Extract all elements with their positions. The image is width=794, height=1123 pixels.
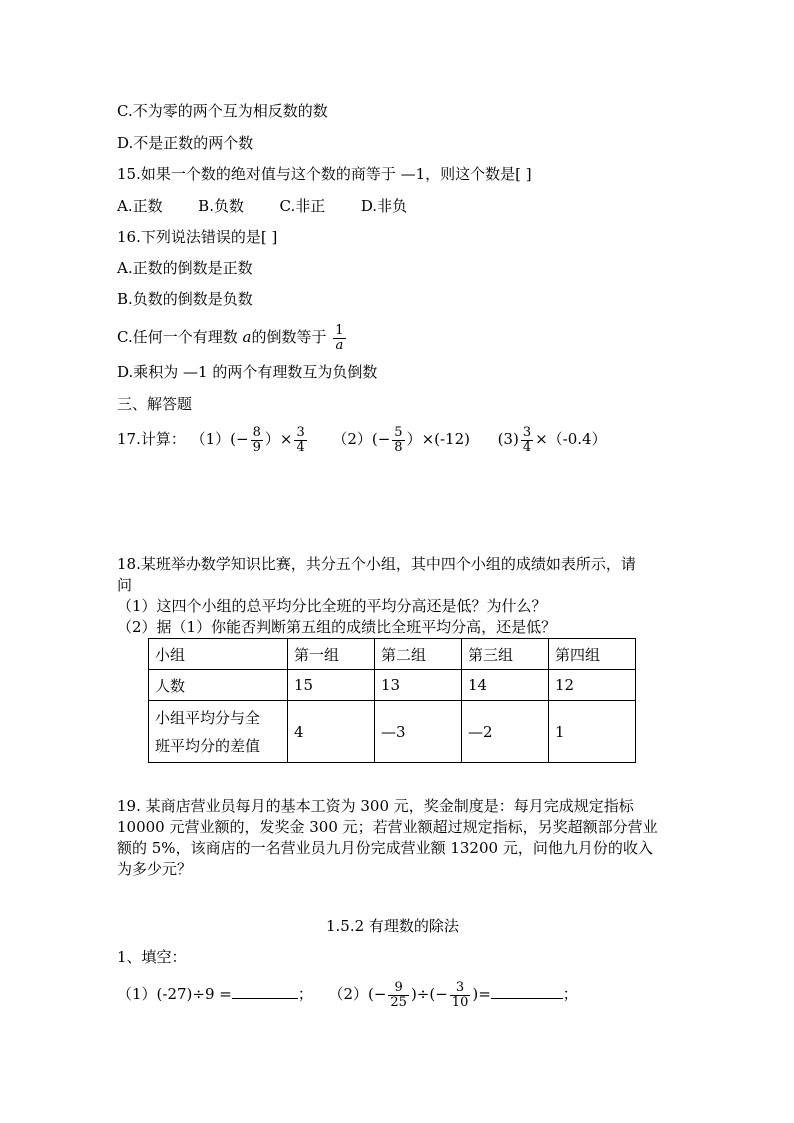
q19-line1: 19. 某商店营业员每月的基本工资为 300 元，奖金制度是：每月完成规定指标 <box>117 797 634 815</box>
table-cell: 小组 <box>149 639 288 670</box>
q15-options <box>117 196 407 216</box>
table-cell: 13 <box>375 670 462 701</box>
q19-line4: 为多少元？ <box>117 860 193 878</box>
q15-stem: 15.如果一个数的绝对值与这个数的商等于 —1，则这个数是[ ] <box>117 165 532 183</box>
q14-option-c: C.不为零的两个互为相反数的数 <box>117 102 328 120</box>
q16-fraction: $\frac{1}{a}$ <box>335 322 344 353</box>
q16-option-a: A.正数的倒数是正数 <box>117 259 253 277</box>
table-cell: 小组平均分与全 班平均分的差值 <box>149 701 288 763</box>
q16-option-d: D.乘积为 —1 的两个有理数互为负倒数 <box>117 363 378 381</box>
table-cell: 15 <box>288 670 375 701</box>
q16-option-b: B.负数的倒数是负数 <box>117 290 253 308</box>
fill-in-problems: （1）(-27)÷9 = ； （2）(− $\frac{9}{25}$ )÷(− $\frac{3}{10}$ )= ； <box>117 979 578 1010</box>
q18-sub2: （2）据（1）你能否判断第五组的成绩比全班平均分高，还是低？ <box>117 618 557 636</box>
table-cell: 第二组 <box>375 639 462 670</box>
table-cell: —2 <box>462 701 549 763</box>
table-header-row <box>149 639 636 670</box>
answer-blank-2[interactable] <box>491 984 563 999</box>
table-cell: 14 <box>462 670 549 701</box>
q15-option-d: D.非负 <box>360 197 408 215</box>
section-title-1-5-2: 1.5.2 有理数的除法 <box>326 917 459 935</box>
table-cell: 第三组 <box>462 639 549 670</box>
q15-option-b: B.负数 <box>198 197 244 215</box>
q16-option-c: C.任何一个有理数 a的倒数等于 $\frac{1}{a}$ <box>117 322 344 353</box>
score-table <box>148 638 636 763</box>
fill-in-title: 1、填空： <box>117 948 187 966</box>
table-cell: 第一组 <box>288 639 375 670</box>
q15-option-a: A.正数 <box>117 197 163 215</box>
table-cell: —3 <box>375 701 462 763</box>
table-row <box>149 670 636 701</box>
answer-blank-1[interactable] <box>232 984 298 999</box>
table-cell: 人数 <box>149 670 288 701</box>
q16-stem: 16.下列说法错误的是[ ] <box>117 228 278 246</box>
q18-sub1: （1）这四个小组的总平均分比全班的平均分高还是低？为什么？ <box>117 597 547 615</box>
table-row <box>149 701 636 763</box>
q17: 17.计算： （1）(− $\frac{8}{9}$ ）× $\frac{3}{4}$ （2）(− $\frac{5}{8}$ ）×(-12) (3) $\frac{3}{4}$ ×（-0.4） <box>117 424 607 455</box>
q18-stem-line1: 18.某班举办数学知识比赛，共分五个小组，其中四个小组的成绩如表所示，请 <box>117 555 636 573</box>
table-cell: 4 <box>288 701 375 763</box>
q19-line2: 10000 元营业额的，发奖金 300 元；若营业额超过规定指标，另奖超额部分营业 <box>117 818 658 836</box>
table-cell: 1 <box>549 701 636 763</box>
section-3-title: 三、解答题 <box>117 395 193 413</box>
q19-line3: 额的 5%，该商店的一名营业员九月份完成营业额 13200 元，问他九月份的收入 <box>117 839 653 857</box>
table-cell: 第四组 <box>549 639 636 670</box>
q15-option-c: C.非正 <box>279 197 326 215</box>
q18-stem-line2: 问 <box>117 576 133 594</box>
table-cell: 12 <box>549 670 636 701</box>
q14-option-d: D.不是正数的两个数 <box>117 134 254 152</box>
